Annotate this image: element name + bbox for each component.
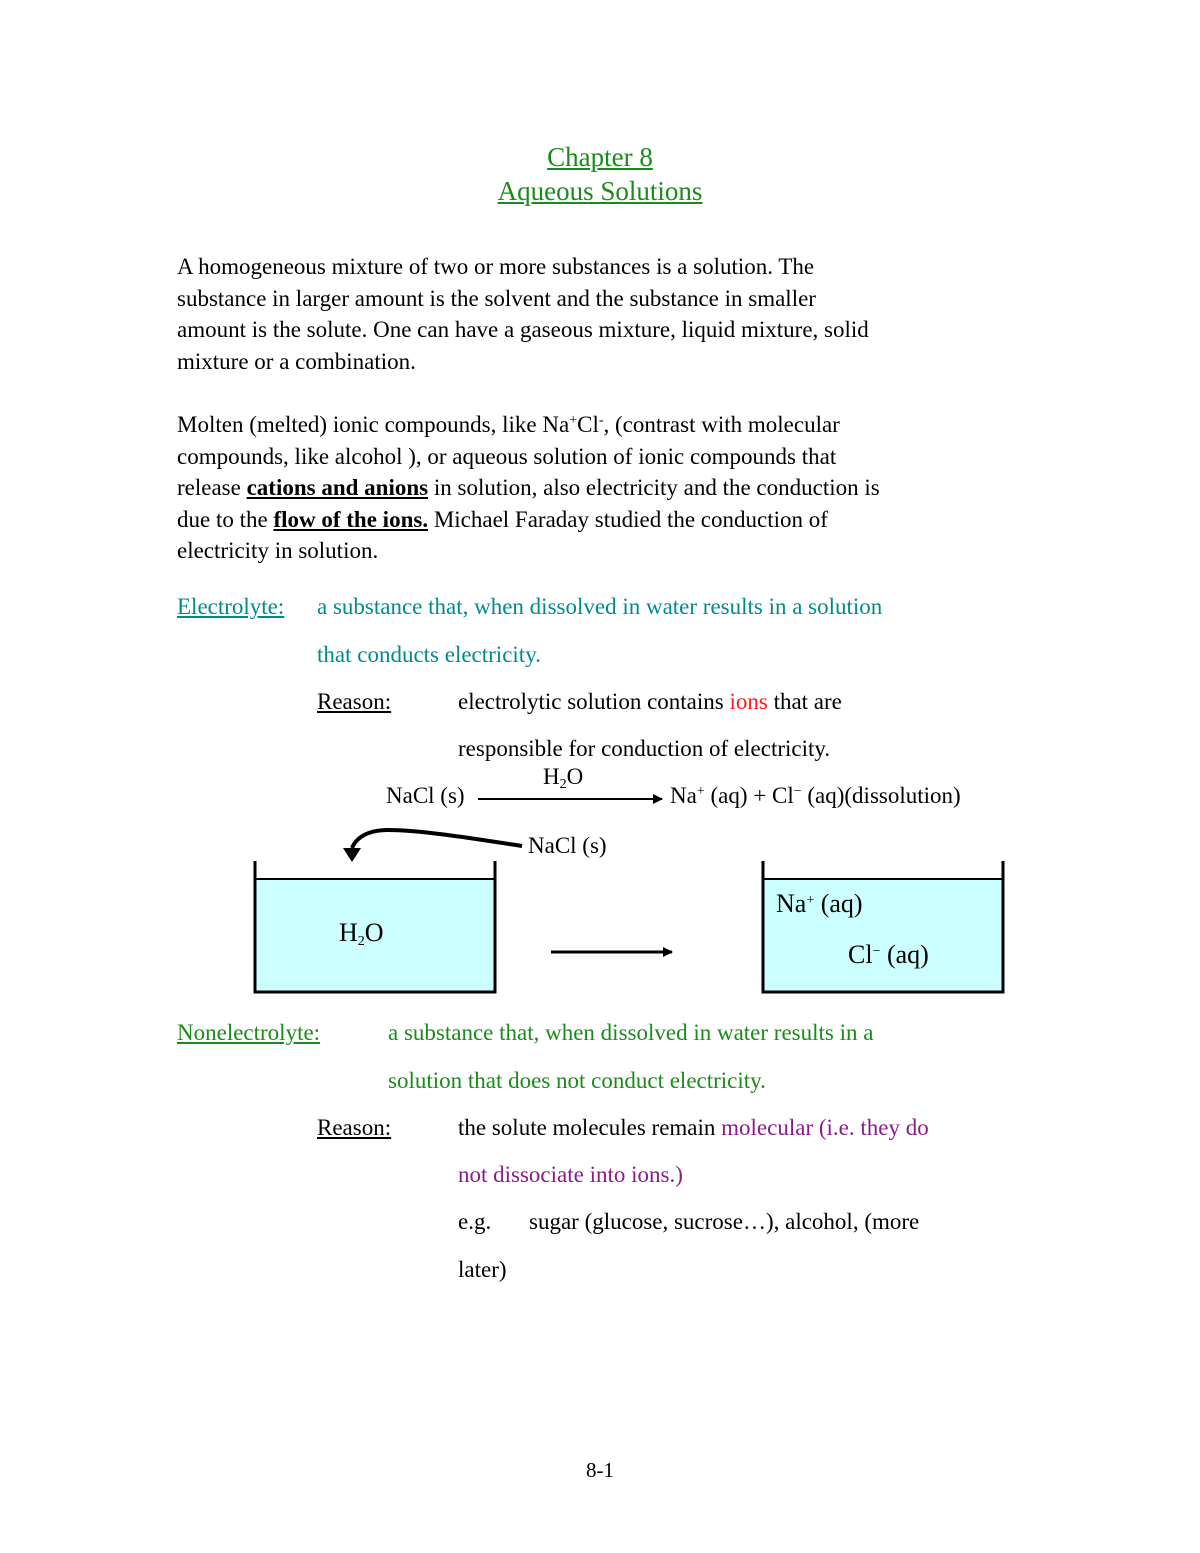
right-beaker-anion [848,940,929,970]
text-run: (aq) [814,889,863,918]
nonelectrolyte-reason [458,1115,929,1141]
text-run: , (contrast with molecular [603,412,840,437]
text-run: O [566,764,584,789]
molten-line: electricity in solution. [177,538,379,563]
superscript: − [793,784,802,799]
chapter-heading: Chapter 8 [547,142,653,172]
pour-arrow [352,830,522,848]
molten-line: compounds, like alcohol ), or aqueous solution of ionic compounds that [177,443,837,469]
added-solid-label: NaCl (s) [528,833,607,858]
text-run: Na [776,889,807,918]
text-run: in solution, also electricity and the conduction is [428,475,880,500]
text-run: (aq) + Cl [704,783,794,808]
subscript: 2 [357,934,365,949]
molecular-highlight: molecular (i.e. they do [721,1115,929,1140]
text-run: Cl [848,940,873,969]
text-run: (aq) [880,940,929,969]
equation-reactant: NaCl (s) [386,783,465,808]
text-run: H [543,764,560,789]
text-run: that are [767,689,842,714]
text-run: due to the [177,506,274,532]
text-run: the solute molecules remain [458,1115,722,1140]
nonelectrolyte-definition: a substance that, when dissolved in water results in a [388,1020,874,1045]
emphasis-flow-of-ions: flow of the ions. [273,506,429,532]
text-run: H [339,918,358,947]
pour-arrowhead [343,848,361,862]
electrolyte-reason: responsible for conduction of electricity. [458,736,831,761]
nonelectrolyte-term: Nonelectrolyte: [177,1020,321,1045]
page-title: Aqueous Solutions [497,176,703,206]
intro-line: A homogeneous mixture of two or more substances is a solution. The [177,254,815,279]
ions-highlight: ions [729,689,768,714]
superscript: + [569,413,578,428]
nonelectrolyte-reason-label: Reason: [317,1115,392,1140]
subscript: 2 [559,777,567,792]
page-number: 8-1 [586,1458,614,1482]
intro-line: amount is the solute. One can have a gaseous mixture, liquid mixture, solid [177,317,869,342]
electrolyte-reason-label: Reason: [317,689,392,714]
superscript: - [598,413,604,428]
electrolyte-definition: that conducts electricity. [317,642,541,667]
superscript: + [806,893,815,908]
superscript: − [872,944,881,959]
example-text: later) [458,1257,507,1282]
intro-line: substance in larger amount is the solvent and the substance in smaller [177,285,816,311]
example-text: sugar (glucose, sucrose…), alcohol, (more [529,1209,920,1234]
text-run: Cl [577,412,599,437]
text-run: (aq)(dissolution) [801,783,961,808]
electrolyte-term: Electrolyte: [177,594,285,619]
text-run: Na [670,783,697,808]
nonelectrolyte-reason: not dissociate into ions.) [458,1162,683,1187]
electrolyte-definition: a substance that, when dissolved in water results in a solution [317,594,883,619]
emphasis-cations-anions: cations and anions [246,475,429,500]
text-run: electrolytic solution contains [458,689,730,714]
text-run: Molten (melted) ionic compounds, like Na [177,412,570,437]
intro-line: mixture or a combination. [177,348,416,374]
superscript: + [696,784,705,799]
nonelectrolyte-definition: solution that does not conduct electricity. [388,1068,766,1093]
text-run: Michael Faraday studied the conduction of [428,506,828,532]
example-label: e.g. [458,1209,492,1234]
text-run: O [364,918,384,947]
left-beaker-label [339,918,384,948]
text-run: release [177,475,247,500]
right-beaker-cation [776,889,863,919]
